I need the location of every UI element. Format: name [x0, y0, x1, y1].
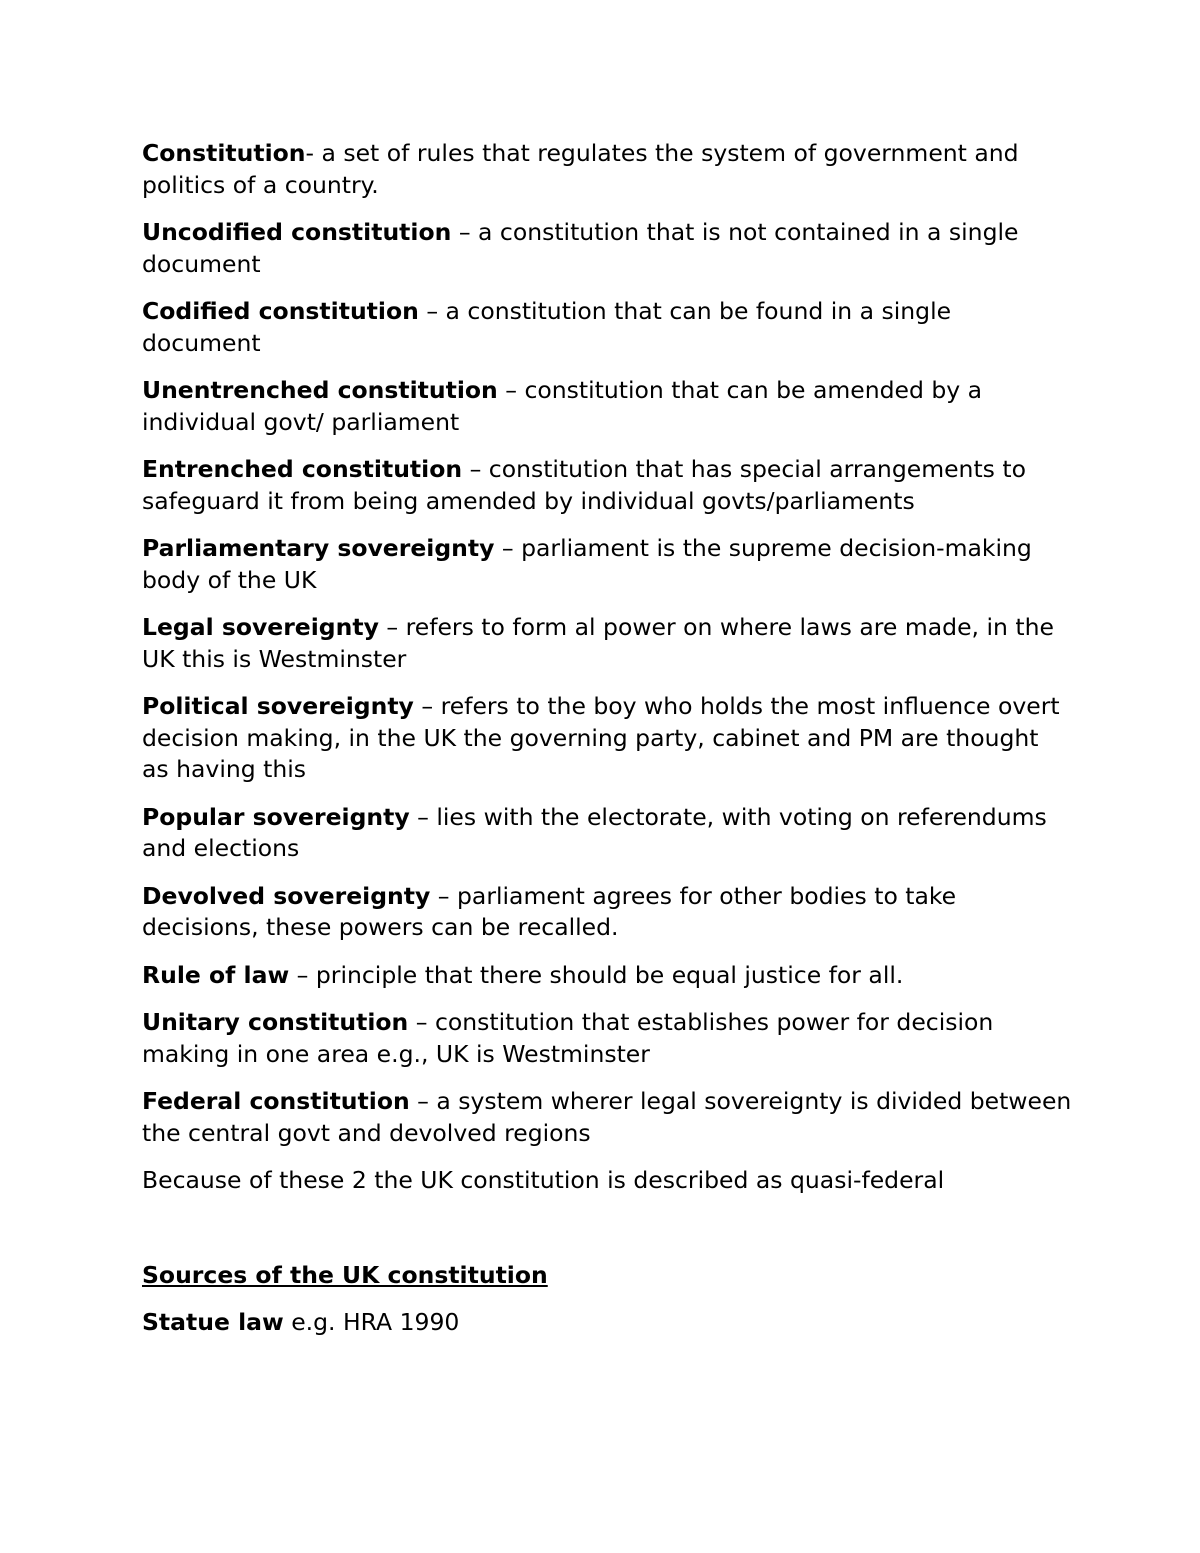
definition-rule-of-law: [142, 960, 1072, 992]
definition-federal-constitution: [142, 1086, 1072, 1149]
definition-devolved-sovereignty: [142, 881, 1072, 944]
definition-constitution: [142, 138, 1072, 201]
definition-term: Codified constitution: [142, 297, 419, 325]
definition-text: – principle that there should be equal justice for all.: [289, 960, 904, 989]
definition-text: – refers to form al power on where laws are made, in the UK this is Westminster: [142, 613, 1054, 673]
definition-text: – lies with the electorate, with voting on referendums and elections: [142, 802, 1047, 862]
definition-uncodified-constitution: [142, 217, 1072, 280]
definition-political-sovereignty: [142, 691, 1072, 786]
definition-text: – constitution that can be amended by a individual govt/ parliament: [142, 376, 983, 436]
definition-term: Rule of law: [142, 960, 290, 989]
source-term: Statue law: [142, 1308, 284, 1336]
source-statute-law: [142, 1307, 1072, 1339]
quasi-federal-note: Because of these 2 the UK constitution is described as quasi-federal: [142, 1166, 945, 1194]
definition-text: - a set of rules that regulates the system of government and politics of a country.: [142, 139, 1019, 199]
definition-text: – a constitution that is not contained in a single document: [142, 218, 1019, 278]
definition-term: Parliamentary sovereignty: [142, 534, 495, 562]
definition-term: Devolved sovereignty: [142, 881, 431, 910]
definition-text: – a system wherer legal sovereignty is divided between the central govt and devolved regions: [142, 1087, 1072, 1147]
definition-term: Constitution: [142, 139, 306, 167]
definition-term: Unitary constitution: [142, 1008, 409, 1036]
definition-text: – constitution that has special arrangements to safeguard it from being amended by individual govts/parliaments: [142, 455, 1026, 515]
definition-legal-sovereignty: [142, 612, 1072, 675]
definition-term: Political sovereignty: [142, 692, 414, 720]
definition-unentrenched-constitution: [142, 375, 1072, 438]
definition-text: – parliament is the supreme decision-making body of the UK: [142, 534, 1032, 594]
definition-term: Unentrenched constitution: [142, 376, 498, 404]
definition-popular-sovereignty: [142, 802, 1072, 865]
definition-term: Uncodified constitution: [142, 218, 452, 246]
definition-text: – constitution that establishes power for decision making in one area e.g., UK is Westminster: [142, 1008, 994, 1068]
section-heading: Sources of the UK constitution: [142, 1260, 548, 1289]
definition-text: – a constitution that can be found in a single document: [142, 297, 952, 357]
definition-term: Federal constitution: [142, 1087, 410, 1115]
definition-text: – parliament agrees for other bodies to take decisions, these powers can be recalled.: [142, 881, 957, 941]
source-text: e.g. HRA 1990: [283, 1308, 460, 1336]
definition-entrenched-constitution: [142, 454, 1072, 517]
definition-parliamentary-sovereignty: [142, 533, 1072, 596]
definition-unitary-constitution: [142, 1007, 1072, 1070]
definition-text: – refers to the boy who holds the most influence overt decision making, in the UK the governing party, cabinet and PM are thought as having this: [142, 692, 1060, 783]
definition-term: Entrenched constitution: [142, 455, 463, 483]
definition-codified-constitution: [142, 296, 1072, 359]
document-page: [142, 138, 1072, 1355]
definition-term: Popular sovereignty: [142, 802, 410, 831]
definition-term: Legal sovereignty: [142, 613, 379, 641]
